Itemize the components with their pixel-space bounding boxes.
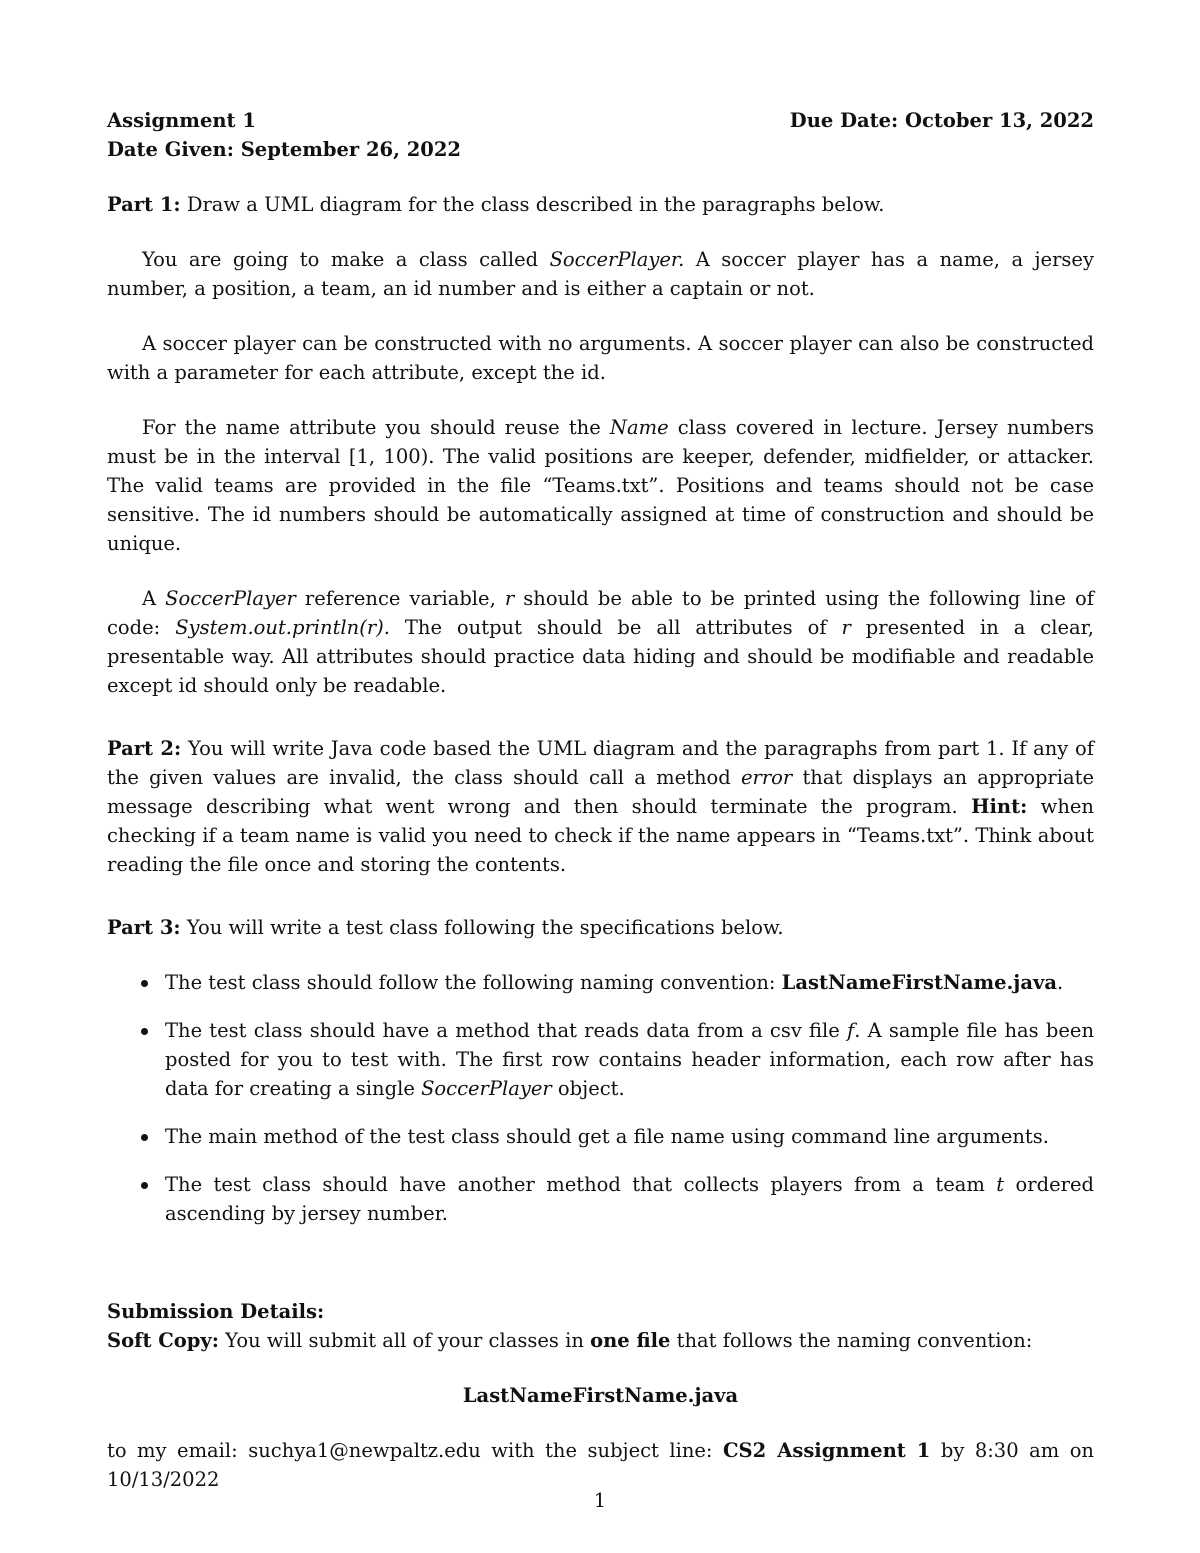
- list-item: The test class should have a method that reads data from a csv file f. A sample file has been posted for you to test with. The first row contains header information, each row after has data for creating a single SoccerPlayer object.: [107, 1016, 1094, 1103]
- document-page: [107, 106, 1094, 1494]
- list-item: The test class should have another method that collects players from a team t ordered ascending by jersey number.: [107, 1170, 1094, 1228]
- bullet-icon: [141, 1134, 148, 1141]
- filename-display: LastNameFirstName.java: [462, 1384, 739, 1407]
- page-number: 1: [593, 1489, 607, 1512]
- bullet-icon: [141, 980, 148, 987]
- list-item: The test class should follow the following naming convention: LastNameFirstName.java.: [107, 968, 1094, 997]
- part3-intro: Part 3: You will write a test class following the specifications below.: [107, 916, 784, 939]
- soft-copy-line: Soft Copy: You will submit all of your classes in one file that follows the naming convention:: [107, 1329, 1033, 1352]
- assignment-title: Assignment 1: [107, 109, 256, 132]
- part1-paragraph-3: For the name attribute you should reuse the Name class covered in lecture. Jersey numbers must be in the interval [1, 100). The valid positions are keeper, defender, midfielder, or attacker. The valid teams are provided in the file “Teams.txt”. Positions and teams should not be case sensitive. The id numbers should be automatically assigned at time of construction and should be unique.: [107, 416, 1095, 555]
- email-instructions: to my email: suchya1@newpaltz.edu with the subject line: CS2 Assignment 1 by 8:30 am on 10/13/2022: [107, 1439, 1094, 1491]
- header-row: [107, 106, 1094, 135]
- part1-paragraph-1: You are going to make a class called SoccerPlayer. A soccer player has a name, a jersey number, a position, a team, an id number and is either a captain or not.: [107, 248, 1094, 300]
- part1-paragraph-2: A soccer player can be constructed with no arguments. A soccer player can also be constructed with a parameter for each attribute, except the id.: [107, 332, 1094, 384]
- submission-heading: Submission Details:: [107, 1300, 325, 1323]
- part3-bullet-list: [107, 968, 1094, 1228]
- part2-label: Part 2:: [107, 737, 182, 760]
- due-date: Due Date: October 13, 2022: [789, 109, 1094, 132]
- hint-label: Hint:: [971, 795, 1028, 818]
- part3-label: Part 3:: [107, 916, 181, 939]
- part1-paragraph-4: A SoccerPlayer reference variable, r should be able to be printed using the following line of code: System.out.println(r). The output should be all attributes of r presented in a clear, presentable way. All attributes should practice data hiding and should be modifiable and readable except id should only be readable.: [107, 587, 1095, 697]
- bullet-icon: [141, 1028, 148, 1035]
- date-given: Date Given: September 26, 2022: [107, 138, 461, 161]
- list-item: The main method of the test class should get a file name using command line arguments.: [107, 1122, 1094, 1151]
- part1-label: Part 1:: [107, 193, 181, 216]
- part1-intro: Part 1: Draw a UML diagram for the class described in the paragraphs below.: [107, 193, 885, 216]
- bullet-icon: [141, 1182, 148, 1189]
- part2-paragraph: Part 2: You will write Java code based the UML diagram and the paragraphs from part 1. If any of the given values are invalid, the class should call a method error that displays an appropriate message describing what went wrong and then should terminate the program. Hint: when checking if a team name is valid you need to check if the name appears in “Teams.txt”. Think about reading the file once and storing the contents.: [107, 737, 1094, 876]
